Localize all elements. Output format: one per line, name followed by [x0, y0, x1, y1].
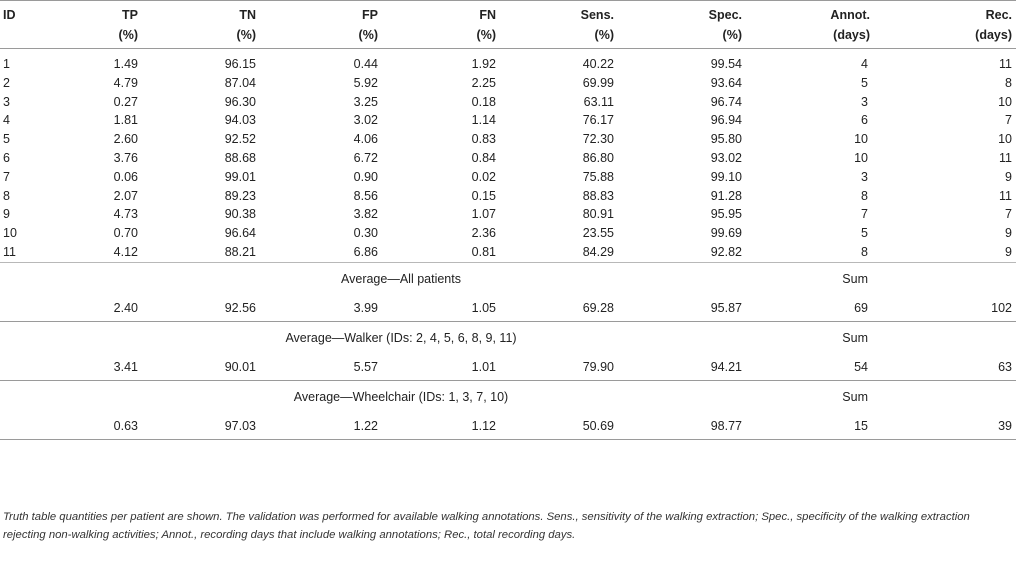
cell-fn: 0.84 [471, 150, 496, 165]
summary-tn: 92.56 [138, 295, 256, 322]
cell-rec: 10 [998, 132, 1012, 147]
cell-rec: 9 [1005, 169, 1012, 184]
summary-values-pad [0, 413, 60, 440]
summary-tp: 0.63 [60, 413, 138, 440]
summary-label-pad [0, 321, 60, 354]
cell-annot: 8 [861, 188, 868, 203]
summary-fp: 3.99 [256, 295, 378, 322]
cell-tn: 96.30 [224, 94, 256, 109]
cell-sens: 88.83 [582, 188, 614, 203]
table-row [0, 55, 1016, 74]
cell-fn: 0.02 [471, 169, 496, 184]
summary-values-row [0, 354, 1016, 381]
cell-fp: 8.56 [353, 188, 378, 203]
summary-tn: 97.03 [138, 413, 256, 440]
cell-rec: 11 [999, 188, 1012, 203]
cell-fn: 0.18 [471, 94, 496, 109]
header-unit-tp: (%) [60, 26, 138, 49]
table-row [0, 93, 1016, 112]
header-sens: Sens. [580, 8, 614, 22]
summary-rec: 102 [870, 295, 1016, 322]
cell-tp: 4.12 [113, 244, 138, 259]
summary-fp: 5.57 [256, 354, 378, 381]
cell-spec: 91.28 [710, 188, 742, 203]
cell-spec: 99.69 [710, 226, 742, 241]
cell-fn: 1.14 [471, 113, 496, 128]
summary-values-row [0, 413, 1016, 440]
cell-fp: 0.30 [353, 226, 378, 241]
cell-fn: 0.83 [471, 132, 496, 147]
summary-values-pad [0, 295, 60, 322]
header-id: ID [3, 8, 16, 22]
table-row [0, 205, 1016, 224]
cell-sens: 75.88 [582, 169, 614, 184]
cell-tp: 0.06 [113, 169, 138, 184]
cell-id: 4 [3, 113, 10, 128]
summary-sum-label: Sum [742, 262, 870, 295]
table-footnote: Truth table quantities per patient are shown. The validation was performed for available walking annotations. Sens., sensitivity of the walking extraction; Spec., specificity of the walking extraction rejecting non-walking activities; Annot., recording days that include walking annotations; Rec., total recording days. [3, 511, 970, 541]
cell-sens: 76.17 [582, 113, 614, 128]
summary-label-end [870, 380, 1016, 413]
cell-rec: 7 [1005, 207, 1012, 222]
summary-sum-label: Sum [742, 380, 870, 413]
summary-label: Average—All patients [60, 262, 742, 295]
cell-tn: 94.03 [224, 113, 256, 128]
cell-id: 1 [3, 57, 10, 71]
cell-fp: 0.44 [353, 57, 378, 71]
cell-tn: 90.38 [224, 207, 256, 222]
cell-tp: 4.73 [113, 207, 138, 222]
header-spec: Spec. [708, 8, 742, 22]
cell-annot: 3 [861, 169, 868, 184]
cell-id: 8 [3, 188, 10, 203]
cell-annot: 10 [854, 150, 868, 165]
summary-label-row [0, 321, 1016, 354]
cell-sens: 69.99 [582, 75, 614, 90]
summary-body [0, 262, 1016, 439]
summary-sens: 79.90 [496, 354, 614, 381]
table-row [0, 224, 1016, 243]
cell-annot: 10 [854, 132, 868, 147]
cell-tp: 3.76 [113, 150, 138, 165]
cell-tp: 4.79 [113, 75, 138, 90]
summary-label-end [870, 321, 1016, 354]
summary-tp: 2.40 [60, 295, 138, 322]
cell-fp: 3.02 [353, 113, 378, 128]
cell-tn: 92.52 [224, 132, 256, 147]
cell-sens: 84.29 [582, 244, 614, 259]
header-unit-spec: (%) [614, 26, 742, 49]
header-unit-id [0, 26, 60, 49]
header-tn: TN [239, 8, 256, 22]
cell-spec: 93.64 [710, 75, 742, 90]
cell-annot: 4 [861, 57, 868, 71]
summary-fn: 1.01 [378, 354, 496, 381]
cell-annot: 8 [861, 244, 868, 259]
summary-sum-label: Sum [742, 321, 870, 354]
cell-fp: 3.25 [353, 94, 378, 109]
cell-sens: 40.22 [582, 57, 614, 71]
summary-spec: 95.87 [614, 295, 742, 322]
cell-fn: 1.07 [471, 207, 496, 222]
cell-fp: 6.72 [353, 150, 378, 165]
header-unit-fn: (%) [378, 26, 496, 49]
summary-fp: 1.22 [256, 413, 378, 440]
summary-spec: 94.21 [614, 354, 742, 381]
cell-sens: 86.80 [582, 150, 614, 165]
summary-values-row [0, 295, 1016, 322]
cell-rec: 8 [1005, 75, 1012, 90]
cell-rec: 7 [1005, 113, 1012, 128]
cell-tn: 87.04 [224, 75, 256, 90]
cell-fp: 6.86 [353, 244, 378, 259]
cell-tn: 99.01 [224, 169, 256, 184]
cell-spec: 93.02 [710, 150, 742, 165]
summary-annot: 15 [742, 413, 870, 440]
summary-fn: 1.12 [378, 413, 496, 440]
header-fp: FP [362, 8, 378, 22]
cell-tp: 0.27 [113, 94, 138, 109]
cell-sens: 72.30 [582, 132, 614, 147]
table-row [0, 74, 1016, 93]
cell-spec: 96.94 [710, 113, 742, 128]
cell-annot: 7 [861, 207, 868, 222]
cell-spec: 92.82 [710, 244, 742, 259]
cell-fn: 0.15 [471, 188, 496, 203]
header-fn: FN [479, 8, 496, 22]
cell-rec: 11 [999, 57, 1012, 71]
cell-spec: 96.74 [710, 94, 742, 109]
table-row [0, 243, 1016, 262]
summary-annot: 69 [742, 295, 870, 322]
table-row [0, 187, 1016, 206]
cell-spec: 99.54 [710, 57, 742, 71]
table-row [0, 168, 1016, 187]
table-row [0, 149, 1016, 168]
table-row [0, 111, 1016, 130]
cell-sens: 23.55 [582, 226, 614, 241]
summary-label: Average—Wheelchair (IDs: 1, 3, 7, 10) [60, 380, 742, 413]
cell-tp: 2.60 [113, 132, 138, 147]
cell-tn: 96.64 [224, 226, 256, 241]
cell-fp: 3.82 [353, 207, 378, 222]
cell-spec: 99.10 [710, 169, 742, 184]
cell-id: 7 [3, 169, 10, 184]
cell-tn: 88.21 [224, 244, 256, 259]
cell-tp: 1.49 [113, 57, 138, 71]
cell-annot: 3 [861, 94, 868, 109]
cell-fn: 2.36 [471, 226, 496, 241]
header-row-2 [0, 26, 1016, 49]
cell-id: 5 [3, 132, 10, 147]
summary-values-pad [0, 354, 60, 381]
cell-annot: 5 [861, 226, 868, 241]
summary-spec: 98.77 [614, 413, 742, 440]
cell-fn: 1.92 [471, 57, 496, 71]
summary-label-pad [0, 380, 60, 413]
cell-id: 3 [3, 94, 10, 109]
cell-tn: 96.15 [224, 57, 256, 71]
cell-fp: 0.90 [353, 169, 378, 184]
summary-sens: 69.28 [496, 295, 614, 322]
cell-id: 9 [3, 207, 10, 222]
cell-sens: 63.11 [583, 94, 614, 109]
header-row-1 [0, 1, 1016, 27]
cell-annot: 5 [861, 75, 868, 90]
cell-tp: 2.07 [113, 188, 138, 203]
cell-spec: 95.95 [710, 207, 742, 222]
cell-id: 11 [3, 244, 16, 259]
cell-tn: 89.23 [224, 188, 256, 203]
summary-label-row [0, 262, 1016, 295]
header-tp: TP [122, 8, 138, 22]
summary-label-pad [0, 262, 60, 295]
cell-id: 10 [3, 226, 17, 241]
summary-fn: 1.05 [378, 295, 496, 322]
summary-label-row [0, 380, 1016, 413]
summary-sens: 50.69 [496, 413, 614, 440]
data-body [0, 49, 1016, 263]
summary-label-end [870, 262, 1016, 295]
cell-annot: 6 [861, 113, 868, 128]
header-unit-sens: (%) [496, 26, 614, 49]
summary-tp: 3.41 [60, 354, 138, 381]
summary-rec: 63 [870, 354, 1016, 381]
summary-tn: 90.01 [138, 354, 256, 381]
cell-spec: 95.80 [710, 132, 742, 147]
summary-annot: 54 [742, 354, 870, 381]
header-unit-tn: (%) [138, 26, 256, 49]
cell-tp: 1.81 [113, 113, 138, 128]
summary-rec: 39 [870, 413, 1016, 440]
cell-id: 6 [3, 150, 10, 165]
table-row [0, 130, 1016, 149]
cell-rec: 10 [998, 94, 1012, 109]
cell-tp: 0.70 [113, 226, 138, 241]
cell-rec: 9 [1005, 244, 1012, 259]
cell-sens: 80.91 [582, 207, 614, 222]
header-rec: Rec. [985, 8, 1012, 22]
cell-fp: 4.06 [353, 132, 378, 147]
header-unit-fp: (%) [256, 26, 378, 49]
header-annot: Annot. [830, 8, 870, 22]
cell-rec: 9 [1005, 226, 1012, 241]
cell-fn: 2.25 [471, 75, 496, 90]
header-unit-annot: (days) [742, 26, 870, 49]
summary-label: Average—Walker (IDs: 2, 4, 5, 6, 8, 9, 11) [60, 321, 742, 354]
cell-fp: 5.92 [353, 75, 378, 90]
header-unit-rec: (days) [870, 26, 1016, 49]
cell-tn: 88.68 [224, 150, 256, 165]
cell-id: 2 [3, 75, 10, 90]
cell-fn: 0.81 [471, 244, 496, 259]
cell-rec: 11 [999, 150, 1012, 165]
